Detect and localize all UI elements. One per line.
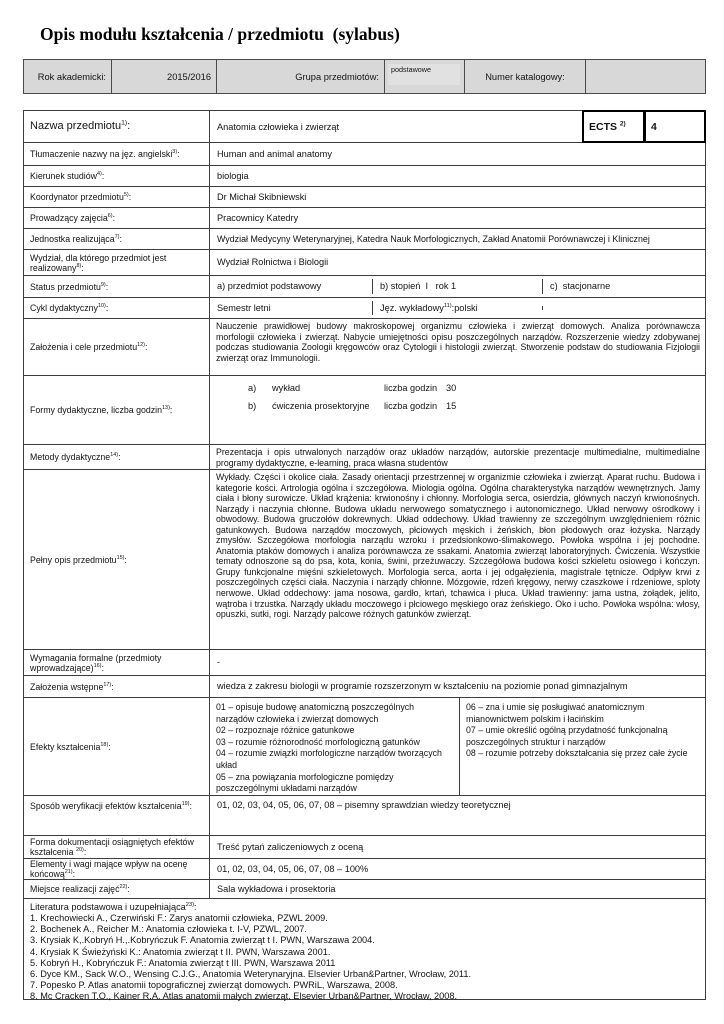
row-label: Sposób weryfikacji efektów kształcenia$^{19)}$: [30,801,192,811]
table-row-zalozenia-cele [24,319,705,376]
literature-item: 3. Krysiak K,.Kobryń H.,.Kobryńczuk F. Anatomia zwierząt t I. PWN, Warszawa 2004. [30,935,375,946]
table-row-elementy [24,859,705,880]
table-row-miejsce [24,880,705,899]
label-superscript: 2) [619,120,626,127]
row-label: Miejsce realizacji zajęć$^{22)}$: [30,884,130,894]
table-row-formy [24,376,705,445]
table-row-literatura [24,899,705,1002]
english-name-value: Human and animal anatomy [209,143,705,165]
row-label: Kierunek studiów$^{4)}$: [30,171,105,181]
field-of-study-value: biologia [209,166,705,186]
subject-group-value: podstawowe [388,64,460,85]
row-content [209,470,705,649]
outcome-item: 06 – zna i umie się posługiwać anatomicznym mianownictwem polskim i łacińskim [466,702,645,724]
outcome-item: 04 – rozumie związki morfologiczne narządów tworzących układ [216,748,442,770]
objectives-text: Nauczenie prawidłowej budowy makroskopowej organizmu człowieka i zwierząt domowych. Analiza porównawcza morfologii człowieka i zwierząt. Nabycie umiejętności opisu poszczególnych narządów. Rozszerzenie wiedzy zdobywanej podczas studiowania Zoologii kręgowców oraz Cytologii i histologii zwierząt. Stworzenie podstaw do studiowania Fizjologii zwierząt oraz Immunologii. [216,321,700,363]
table-row-pelny-opis [24,470,705,650]
outcome-item: 05 – zna powiązania morfologiczne pomiędzy poszczególnymi układami narządów [216,771,394,794]
label-superscript: 11) [443,302,452,309]
table-row-koordynator [24,187,705,208]
row-label: Koordynator przedmiotu$^{5)}$: [30,192,132,202]
ects-label: ECTS $^{2)}$ [582,110,644,143]
row-label: Tłumaczenie nazwy na jęz. angielski$^{3)}$: [30,149,180,159]
list-item: a) wykład liczba godzin 30 [248,383,457,393]
label-superscript: 13) [162,405,170,412]
grade-weights-value: 01, 02, 03, 04, 05, 06, 07, 08 – 100% [209,859,705,879]
list-item: b) ćwiczenia prosektoryjne liczba godzin 15 [248,401,457,411]
semester-value: Semestr letni [217,302,271,313]
outcome-item: 02 – rozpoznaje różnice gatunkowe [216,725,355,736]
table-row-wydzial [24,250,705,276]
table-row-metody [24,445,705,470]
row-label: Elementy i wagi mające wpływ na ocenę końcową$^{21)}$: [30,859,188,879]
table-row-kierunek [24,166,705,187]
label-superscript: 1) [121,119,128,127]
row-content [209,319,705,375]
subject-name-value: Anatomia człowieka i zwierząt [217,121,340,132]
label-superscript: 10) [97,303,106,310]
coordinator-value: Dr Michał Skibniewski [209,187,705,207]
row-label: Założenia i cele przedmiotu$^{12)}$: [30,342,148,352]
literature-item: 5. Kobryń H., Kobryńczuk F.: Anatomia zwierząt t III. PWN, Warszawa 2011 [30,957,336,968]
row-label: Pełny opis przedmiotu$^{15)}$: [30,554,127,565]
lecturers-value: Pracownicy Katedry [209,208,705,228]
label-superscript: 21) [64,869,73,876]
preliminary-assumptions-value: wiedza z zakresu biologii w programie rozszerzonym w kształceniu na poziomie ponad gimnazjalnym [209,676,705,697]
ects-value: 4 [644,110,706,143]
label-superscript: 15) [116,554,125,561]
label-superscript: 5) [123,192,129,199]
row-label: Jednostka realizująca$^{7)}$: [30,234,122,244]
label-superscript: 8) [76,262,82,269]
outcome-item: 07 – umie określić ogólną przydatność funkcjonalną poszczególnych struktur i narządów [466,725,668,747]
class-location-value: Sala wykładowa i prosektoria [209,880,705,898]
literature-item: 6. Dyce KM., Sack W.O., Wensing C.J.G., Anatomia Weterynaryjna. Elsevier Urban&Partner, Wrocław, 2011. [30,968,472,979]
table-row-status [24,276,705,298]
academic-year-table [23,59,706,94]
label-superscript: 9) [100,281,106,288]
table-row-nazwa [24,111,705,143]
table-row-prowadzacy [24,208,705,229]
status-b-value: b) stopień I rok 1 [372,279,542,294]
row-label: Założenia wstępne$^{17)}$: [30,681,114,692]
row-label: Cykl dydaktyczny$^{10)}$: [30,303,109,313]
formal-requirements-value: - [209,650,705,675]
label-superscript: 23) [185,901,195,908]
learning-outcomes [209,698,705,795]
subject-group-cell [384,60,464,93]
row-label: Metody dydaktyczne$^{14)}$: [30,452,121,462]
table-row-zalozenia-wstepne [24,676,705,698]
row-label: Formy dydaktyczne, liczba godzin$^{13)}$: [30,405,173,415]
label-superscript: 3) [172,149,178,156]
row-content [209,111,705,142]
academic-year-label: Rok akademicki: [37,71,106,82]
literature-item: 2. Bochenek A., Reicher M.: Anatomia człowieka t. I-V, PZWL, 2007. [30,924,307,935]
table-row-cykl [24,298,705,319]
empty-cell [542,306,705,310]
table-row-forma-dok [24,836,705,859]
literature-item: 1. Krechowiecki A., Czerwiński F.: Zarys anatomii człowieka, PZWL 2009. [30,913,328,924]
full-description-text: Wykłady. Części i okolice ciała. Zasady orientacji przestrzennej w organizmie człowieka i zwierząt. Aparat ruchu. Budowa i kategorie kości. Artrologia ogólna i szczegółowa. Miologia ogólna. Ogólna charakterystyka narządów wewnętrznych. Jamy ciała i błony surowicze. Układ krążenia: krwionośny i chłonny. Morfologia serca, osierdzia, głównych naczyń krwionośnych. Narządy i naczynia chłonne. Budowa układu nerwowego somatycznego i autonomicznego. Układ nerwowy ośrodkowy i obwodowy. Budowa gruczołów dokrewnych. Układ oddechowy. Układ trawienny ze szczególnym uwzględnieniem różnic gatunkowych. Budowa narządów moczowych, płciowych męskich i żeńskich, błon płodowych oraz łożyska. Narządy zmysłów. Szczegółowa morfologia narządu wzroku i przedsionkowo-ślimakowego. Powłoka wspólna i jej pochodne. Anatomia ptaków domowych i analiza porównawcza ze ssakami. Anatomia zwierząt laboratoryjnych. Ćwiczenia. Wszystkie tematy odnoszone są do psa, kota, konia, świni, przeżuwaczy. Szczegółowa budowa kości szkieletu osiowego i kończyn. Grupy funkcjonalne mięśni szkieletowych. Morfologia serca, aorta i jej odgałęzienia, magistrale tętnicze. Odpływ krwi z poszczególnych części ciała. Naczynia i narządy chłonne. Mózgowie, rdzeń kręgowy, nerwy czaszkowe i rdzeniowe, sploty nerwowe. Układ oddechowy: jama nosowa, gardło, krtań, tchawica i płuca. Układ trawienny: jama ustna, żołądek, jelito, wątroba i trzustka. Narządy układu moczowego i płciowego męskiego oraz żeńskiego. Oko i ucho. Powłoka wspólna: włosy, opuszki, sutki, rogi. Narządy palcowe różnych gatunków zwierząt. [216,472,700,620]
label-superscript: 18) [100,741,109,748]
row-content [209,445,705,469]
row-label: Prowadzący zajęcia$^{6)}$: [30,213,116,223]
catalog-number-label: Numer katalogowy: [464,60,585,93]
table-row-wymagania [24,650,705,676]
syllabus-table [23,110,706,1000]
outcome-item: 01 – opisuje budowę anatomiczną poszczególnych narządów człowieka i zwierząt domowych [216,702,415,724]
row-label: Status przedmiotu$^{9)}$: [30,281,109,292]
row-label: Efekty kształcenia$^{18)}$: [30,741,111,752]
language-value: Jęz. wykładowy$^{11)}$:polski [372,301,542,316]
implementing-unit-value: Wydział Medycyny Weterynaryjnej, Katedra Nauk Morfologicznych, Zakład Anatomii Porównawczej i Klinicznej [209,229,705,249]
label-superscript: 6) [107,213,113,220]
catalog-number-value [585,60,705,93]
row-label: Wymagania formalne (przedmioty wprowadzające)$^{16)}$: [30,652,162,673]
table-row-efekty [24,698,705,796]
learning-outcomes-right [459,698,705,795]
label-superscript: 4) [97,171,102,178]
label-superscript: 22) [119,884,128,891]
label-superscript: 19) [181,801,190,808]
cycle-cells [209,298,705,318]
learning-outcomes-left [210,698,459,795]
document-title: Opis modułu kształcenia / przedmiotu (sylabus) [40,24,400,44]
literature-item: 8. Mc Cracken T.O., Kainer R.A. Atlas anatomii małych zwierząt. Elsevier Urban&Partner, Wrocław, 2008. [30,991,458,1002]
outcome-item: 03 – rozumie różnorodność morfologiczną gatunków [216,736,420,747]
table-row-tlumaczenie [24,143,705,166]
label-superscript: 12) [137,342,145,349]
ects-box-group [582,110,706,143]
verification-method-value: 01, 02, 03, 04, 05, 06, 07, 08 – pisemny sprawdzian wiedzy teoretycznej [209,796,705,835]
row-content [209,376,705,444]
teaching-methods-text: Prezentacja i opis utrwalonych narządów oraz układów narządów, autorskie prezentacje multimedialne, multimedialne programy dydaktyczne, e-learning, praca własna studentów [216,447,700,468]
label-superscript: 16) [93,662,102,669]
outcome-item: 08 – rozumie potrzeby dokształcania się przez całe życie [466,748,688,759]
literature-heading: Literatura podstawowa i uzupełniająca$^{23)}$: [30,901,197,912]
row-label: Forma dokumentacji osiągniętych efektów kształcenia $^{20)}$: [30,837,194,857]
table-row-sposob [24,796,705,836]
status-a-value: a) przedmiot podstawowy [217,281,322,292]
literature-item: 7. Popesko P. Atlas anatomii topograficznej zwierząt domowych. PWRiL, Warszawa, 2008. [30,980,398,991]
academic-year-value: 2015/2016 [111,60,216,93]
documentation-form-value: Treść pytań zaliczeniowych z oceną [209,836,705,858]
teaching-forms-list [210,376,482,421]
label-superscript: 7) [114,234,120,241]
subject-group-label: Grupa przedmiotów: [216,60,384,93]
table-row-jednostka [24,229,705,250]
status-c-value: c) stacjonarne [542,279,705,294]
row-label: Nazwa przedmiotu$^{1)}$: [30,119,131,132]
literature-section [24,899,705,1002]
label-superscript: 20) [75,847,84,854]
row-label: Wydział, dla którego przedmiot jest realizowany$^{8)}$: [30,252,167,273]
status-cells [209,276,705,297]
literature-item: 4. Krysiak K Świeżyński K.: Anatomia zwierząt t II. PWN, Warszawa 2001. [30,946,331,957]
label-superscript: 17) [103,681,112,688]
faculty-value: Wydział Rolnictwa i Biologii [209,250,705,275]
label-superscript: 14) [110,452,119,459]
